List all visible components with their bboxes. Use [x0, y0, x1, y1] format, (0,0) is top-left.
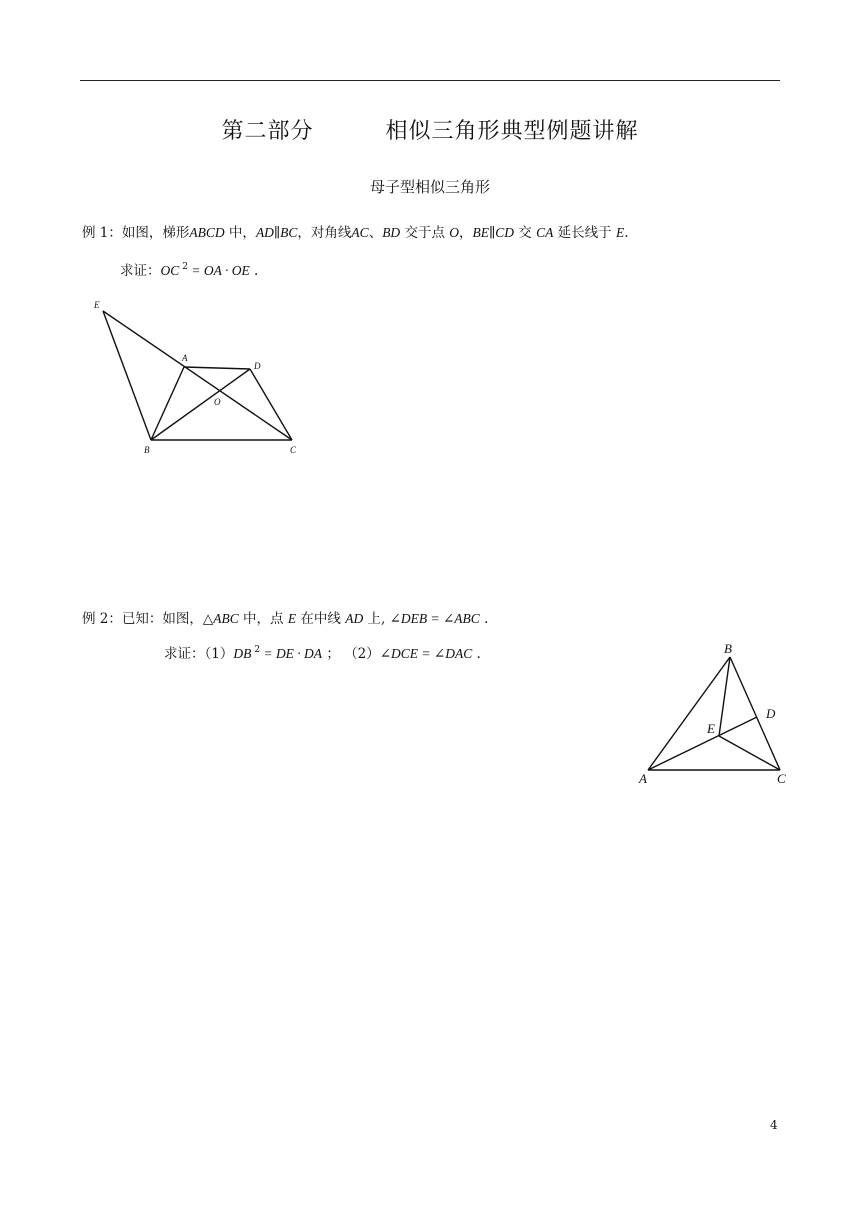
text: ， [459, 225, 473, 241]
text: . [624, 225, 629, 241]
exponent: 2 [254, 645, 261, 655]
segment-ab [648, 657, 730, 770]
segment-ad [184, 367, 250, 369]
math-text: OC [160, 263, 180, 278]
label-c: C [777, 771, 786, 786]
title-main: 相似三角形典型例题讲解 [385, 119, 639, 144]
math-text: = OA · OE [188, 263, 250, 278]
text: 中，点 [238, 611, 288, 627]
label-e: E [94, 300, 100, 310]
label-b: B [144, 445, 150, 455]
label-c: C [290, 445, 297, 455]
label-e: E [707, 721, 715, 736]
text: 求证： [120, 263, 161, 279]
math-text: O [449, 225, 460, 240]
segment-ad [648, 717, 757, 770]
label-a: A [182, 353, 188, 363]
math-text: ABC [213, 611, 239, 626]
text: 、 [368, 225, 383, 241]
segment-eb [103, 311, 151, 440]
math-text: BD [382, 225, 401, 240]
label-d: D [254, 361, 261, 371]
text: 例 2：已知：如图，△ [82, 611, 214, 627]
segment-ec [719, 736, 780, 770]
math-text: E [615, 225, 625, 240]
example2-statement [82, 607, 488, 627]
text: ，对角线 [297, 225, 352, 241]
math-text: ∠DCE = ∠DAC [379, 646, 473, 661]
page-number: 4 [770, 1118, 778, 1132]
math-text: = DE · DA [260, 646, 323, 661]
segment-ec [103, 311, 292, 440]
math-text: ∠DEB = ∠ABC [389, 611, 480, 626]
text: 求证：（1） [164, 646, 234, 662]
section-title: 母子型相似三角形 [369, 178, 490, 196]
label-o: O [214, 397, 221, 407]
segment-bd [151, 369, 250, 440]
text: 延长线于 [553, 225, 616, 241]
text: ； （2） [322, 646, 380, 662]
text: . [249, 263, 259, 279]
title-part: 第二部分 [221, 119, 314, 144]
text: 在中线 [296, 611, 346, 627]
exponent: 2 [182, 262, 188, 272]
text: 上, [363, 611, 390, 627]
text: 交 [514, 225, 537, 241]
text: 中， [224, 225, 256, 241]
math-text: AD [345, 611, 364, 626]
math-text: AC [351, 225, 369, 240]
math-text: BE∥CD [472, 225, 515, 240]
text: . [472, 646, 481, 662]
math-text: CA [536, 225, 554, 240]
label-a: A [639, 771, 647, 786]
segment-dc [250, 369, 292, 440]
math-text: ABCD [189, 225, 225, 240]
label-d: D [766, 706, 776, 721]
text: 例 1：如图，梯形 [82, 225, 190, 241]
figure2-triangle [648, 657, 780, 770]
math-text: E [287, 611, 297, 626]
figure1-trapezoid [103, 311, 292, 440]
math-text: DB [233, 646, 252, 661]
example2-proof-goal [164, 642, 481, 662]
label-b: B [724, 641, 732, 656]
segment-ba [151, 367, 184, 440]
math-text: AD∥BC [255, 225, 298, 240]
text: . [479, 611, 489, 627]
text: 交于点 [400, 225, 450, 241]
